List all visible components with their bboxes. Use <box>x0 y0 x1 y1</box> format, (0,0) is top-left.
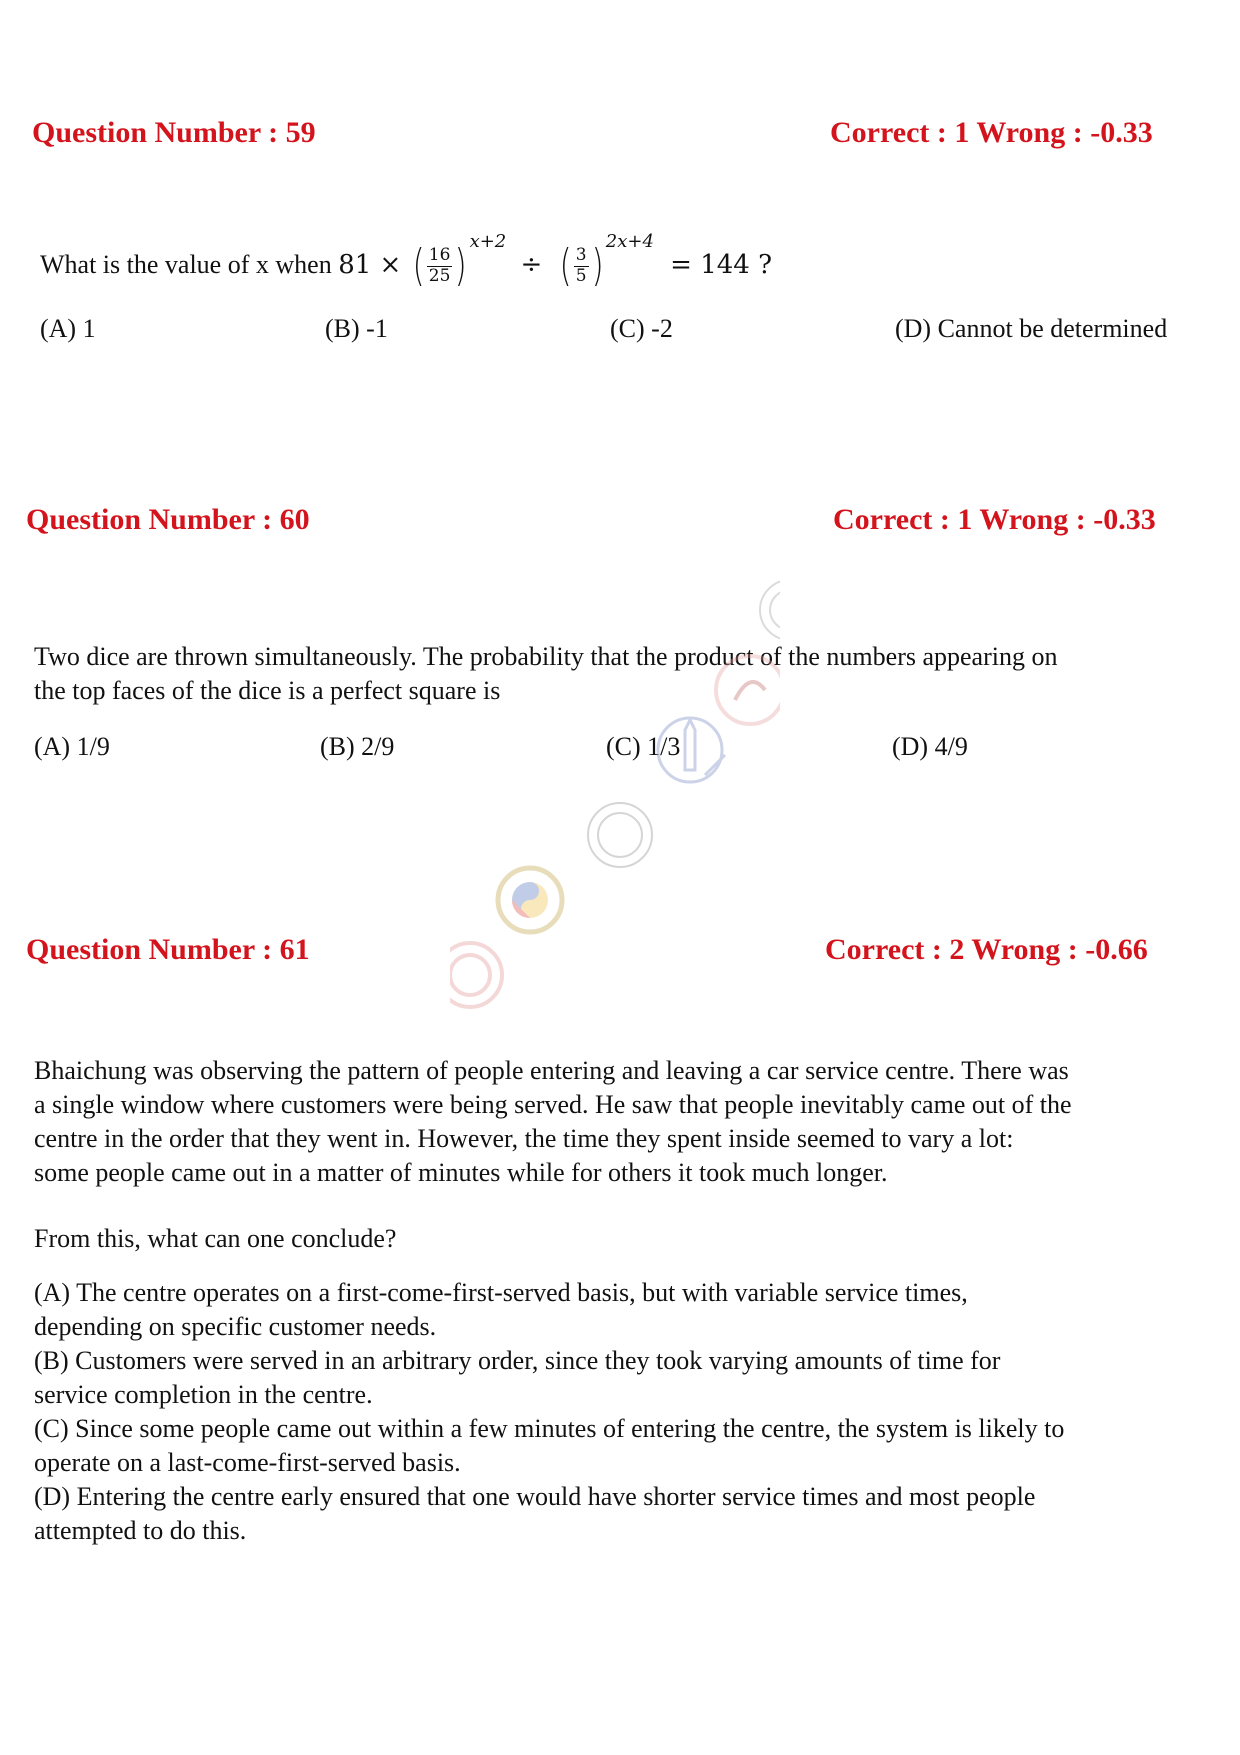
question-60-header: Question Number : 60 <box>26 503 310 536</box>
equation-coefficient: 81 × <box>338 250 402 280</box>
question-59-text <box>40 225 773 291</box>
question-61-question: From this, what can one conclude? <box>34 1224 397 1253</box>
paren-open: ( <box>559 240 572 291</box>
question-61-passage <box>34 1054 1072 1190</box>
fraction-1 <box>427 246 453 286</box>
q59-option-b: (B) -1 <box>325 314 388 343</box>
divide-sign: ÷ <box>520 250 543 280</box>
paren-open: ( <box>412 240 425 291</box>
question-59-prompt: What is the value of x when <box>40 250 332 279</box>
seal-icon <box>450 943 502 1007</box>
option-d-line: (D) Entering the centre early ensured that one would have shorter service times and most people <box>34 1482 1036 1511</box>
q59-option-d: (D) Cannot be determined <box>895 314 1168 343</box>
text-line: some people came out in a matter of minutes while for others it took much longer. <box>34 1158 888 1187</box>
equation <box>338 231 773 291</box>
q59-option-c: (C) -2 <box>610 314 673 343</box>
question-61-header: Question Number : 61 <box>26 933 310 966</box>
q59-option-a: (A) 1 <box>40 314 96 343</box>
emblem-icon <box>716 656 780 724</box>
q60-option-a: (A) 1/9 <box>34 732 110 761</box>
fraction-2 <box>574 246 589 286</box>
fraction-1-numerator: 16 <box>428 244 451 265</box>
option-a-line: (A) The centre operates on a first-come-first-served basis, but with variable service times, <box>34 1278 968 1307</box>
question-60-marks: Correct : 1 Wrong : -0.33 <box>833 503 1156 536</box>
exponent-2: 2x+4 <box>605 231 654 252</box>
q60-option-d: (D) 4/9 <box>892 732 968 761</box>
exponent-1: x+2 <box>469 231 507 252</box>
text-line: a single window where customers were being served. He saw that people inevitably came out of the <box>34 1090 1072 1119</box>
text-line: the top faces of the dice is a perfect square is <box>34 676 501 705</box>
fraction-2-denominator: 5 <box>575 265 587 286</box>
option-b-line: service completion in the centre. <box>34 1380 373 1409</box>
text-line: Two dice are thrown simultaneously. The probability that the product of the numbers appearing on <box>34 642 1058 671</box>
question-61-marks: Correct : 2 Wrong : -0.66 <box>825 933 1148 966</box>
option-c-line: operate on a last-come-first-served basis. <box>34 1448 461 1477</box>
tower-icon <box>658 718 725 782</box>
q60-option-c: (C) 1/3 <box>606 732 681 761</box>
option-c-line: (C) Since some people came out within a few minutes of entering the centre, the system is likely to <box>34 1414 1065 1443</box>
question-59-header: Question Number : 59 <box>32 116 316 149</box>
q60-option-b: (B) 2/9 <box>320 732 395 761</box>
question-59-marks: Correct : 1 Wrong : -0.33 <box>830 116 1153 149</box>
fraction-1-denominator: 25 <box>428 265 451 286</box>
seal-icon <box>760 580 780 640</box>
option-d-line: attempted to do this. <box>34 1516 247 1545</box>
text-line: centre in the order that they went in. However, the time they spent inside seemed to vary a lot: <box>34 1124 1014 1153</box>
question-61-options <box>34 1276 1064 1548</box>
fraction-2-numerator: 3 <box>575 244 587 265</box>
option-b-line: (B) Customers were served in an arbitrary order, since they took varying amounts of time for <box>34 1346 1001 1375</box>
paren-close: ) <box>454 240 468 291</box>
logo-watermark <box>450 580 780 1050</box>
text-line: Bhaichung was observing the pattern of people entering and leaving a car service centre. There was <box>34 1056 1069 1085</box>
seal-icon <box>588 803 652 867</box>
equation-rhs: = 144 ? <box>670 250 773 280</box>
option-a-line: depending on specific customer needs. <box>34 1312 437 1341</box>
paren-close: ) <box>591 240 604 291</box>
yin-yang-icon <box>498 868 562 932</box>
